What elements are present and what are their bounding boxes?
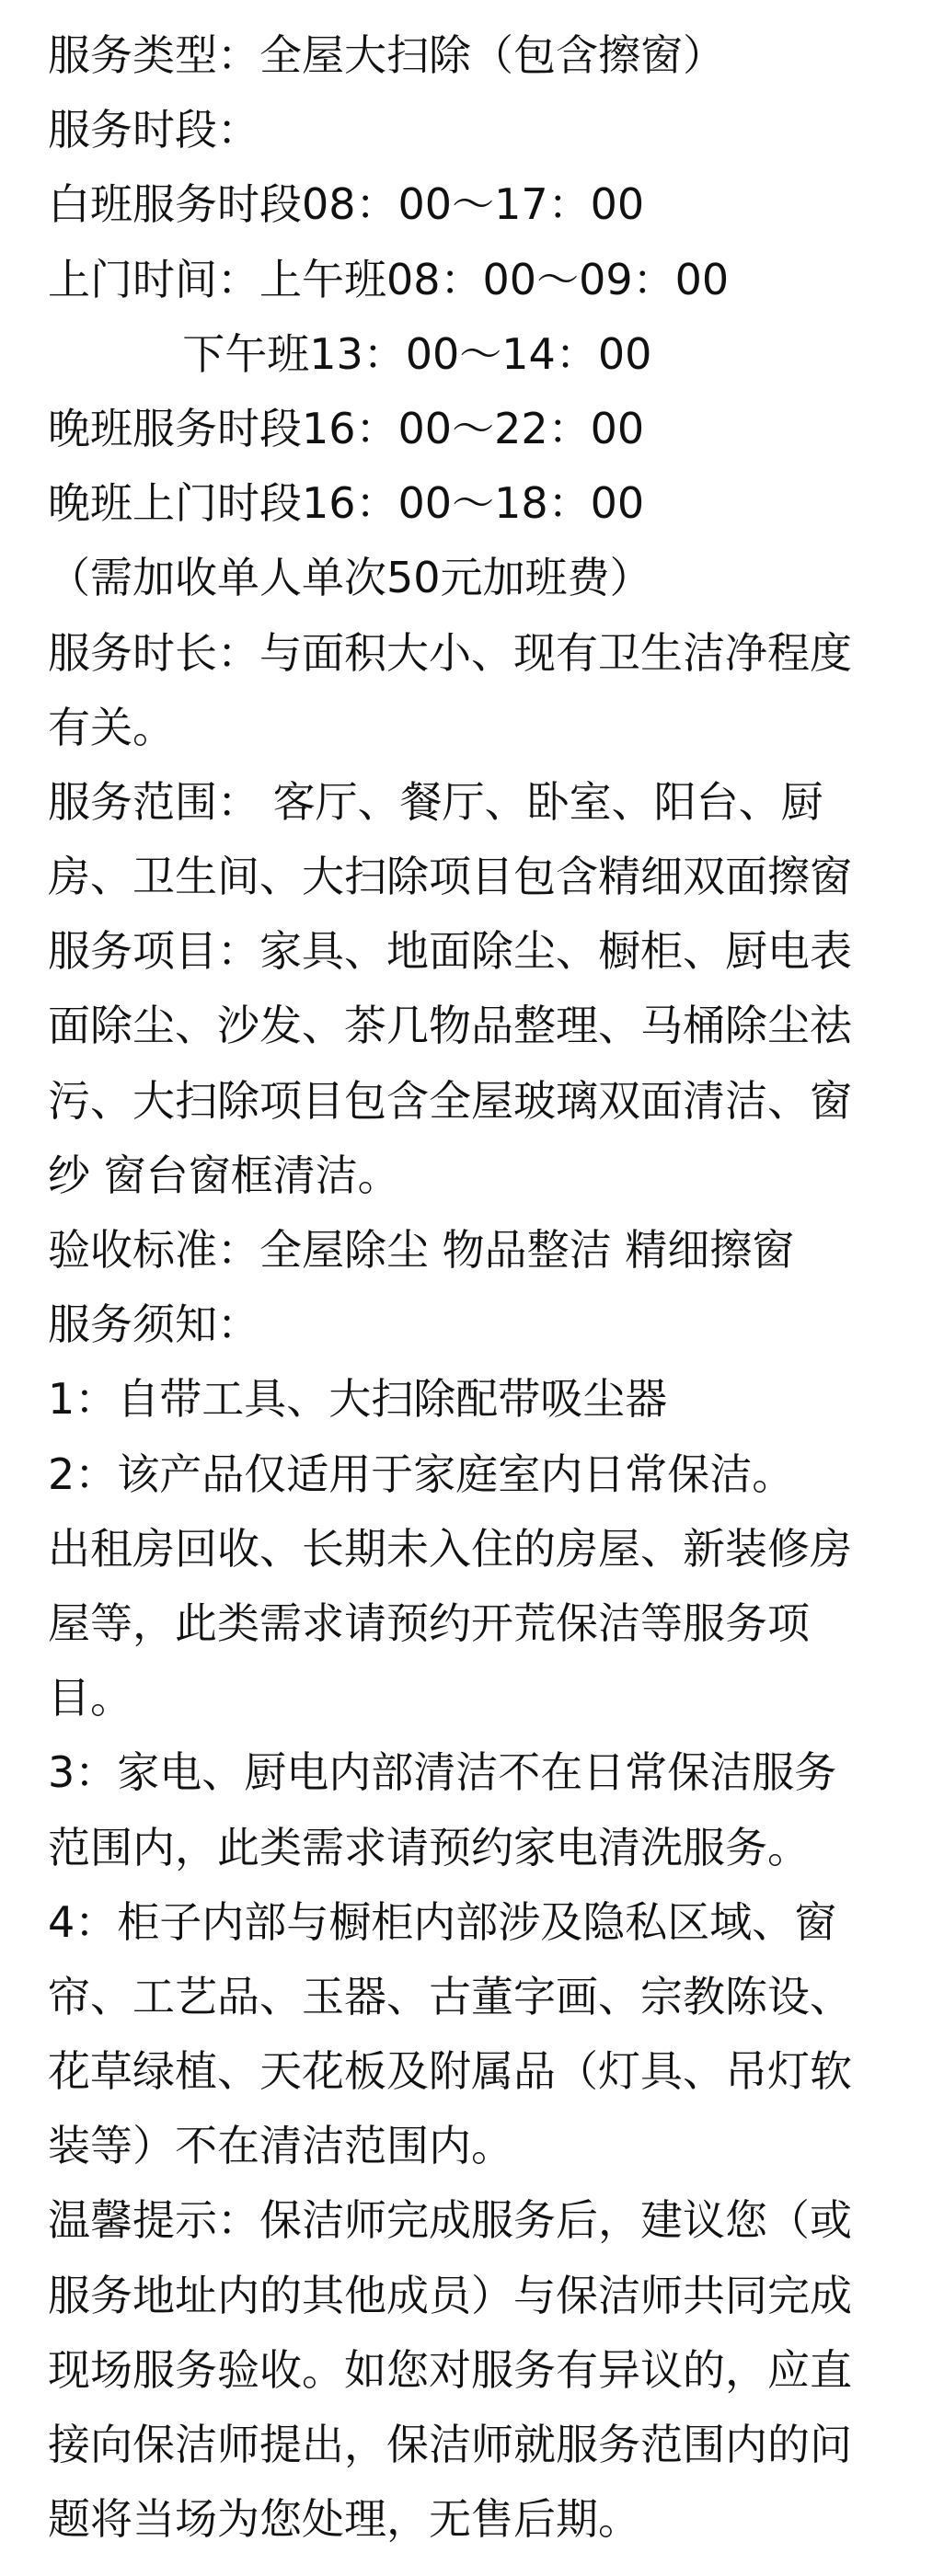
notice-item-2: 2：该产品仅适用于家庭室内日常保洁。 (48, 1448, 795, 1499)
notice-item-4-cont-2: 花草绿植、天花板及附属品（灯具、吊灯软 (48, 2046, 852, 2097)
arrival-time-morning-line: 上门时间：上午班08：00～09：00 (48, 254, 730, 304)
service-scope-line-cont: 房、卫生间、大扫除项目包含精细双面擦窗 (48, 852, 852, 902)
warm-tip-line-cont-3: 接向保洁师提出，保洁师就服务范围内的问 (48, 2420, 852, 2469)
night-shift-arrival-line: 晚班上门时段16：00～18：00 (48, 478, 645, 529)
service-items-line-cont-2: 污、大扫除项目包含全屋玻璃双面清洁、窗 (48, 1075, 852, 1126)
service-period-heading: 服务时段： (48, 105, 259, 155)
notice-item-3-cont: 范围内，此类需求请预约家电清洗服务。 (48, 1822, 810, 1872)
service-duration-line-cont: 有关。 (48, 702, 175, 752)
warm-tip-line-cont-1: 服务地址内的其他成员）与保洁师共同完成 (48, 2270, 852, 2320)
warm-tip-line: 温馨提示：保洁师完成服务后，建议您（或 (48, 2195, 852, 2246)
service-type-line: 服务类型：全屋大扫除（包含擦窗） (48, 30, 725, 80)
notice-item-4: 4：柜子内部与橱柜内部涉及隐私区域、窗 (48, 1896, 837, 1947)
notice-item-2-cont-2: 屋等，此类需求请预约开荒保洁等服务项 (48, 1597, 810, 1648)
warm-tip-line-cont-4: 题将当场为您处理，无售后期。 (48, 2494, 640, 2545)
day-shift-hours-line: 白班服务时段08：00～17：00 (48, 179, 645, 230)
acceptance-standard-line: 验收标准：全屋除尘 物品整洁 精细擦窗 (48, 1225, 795, 1275)
notice-item-1: 1：自带工具、大扫除配带吸尘器 (48, 1374, 668, 1425)
warm-tip-line-cont-2: 现场服务验收。如您对服务有异议的，应直 (48, 2344, 852, 2395)
notice-item-4-cont-3: 装等）不在清洁范围内。 (48, 2121, 513, 2171)
night-shift-hours-line: 晚班服务时段16：00～22：00 (48, 403, 645, 453)
arrival-time-afternoon-line: 下午班13：00～14：00 (48, 328, 652, 379)
service-items-line-cont-3: 纱 窗台窗框清洁。 (48, 1150, 400, 1200)
notice-item-2-cont-1: 出租房回收、长期未入住的房屋、新装修房 (48, 1523, 852, 1574)
service-duration-line: 服务时长：与面积大小、现有卫生洁净程度 (48, 627, 852, 678)
service-scope-line: 服务范围： 客厅、餐厅、卧室、阳台、厨 (48, 776, 823, 827)
notice-item-3: 3：家电、厨电内部清洁不在日常保洁服务 (48, 1747, 837, 1798)
notice-item-4-cont-1: 帘、工艺品、玉器、古董字画、宗教陈设、 (48, 1971, 852, 2021)
service-items-line-cont-1: 面除尘、沙发、茶几物品整理、马桶除尘祛 (48, 1001, 852, 1051)
overtime-fee-note: （需加收单人单次50元加班费） (48, 553, 652, 603)
notice-item-2-cont-3: 目。 (48, 1673, 132, 1723)
service-notice-heading: 服务须知： (48, 1299, 259, 1350)
service-items-line: 服务项目：家具、地面除尘、橱柜、厨电表 (48, 926, 852, 977)
